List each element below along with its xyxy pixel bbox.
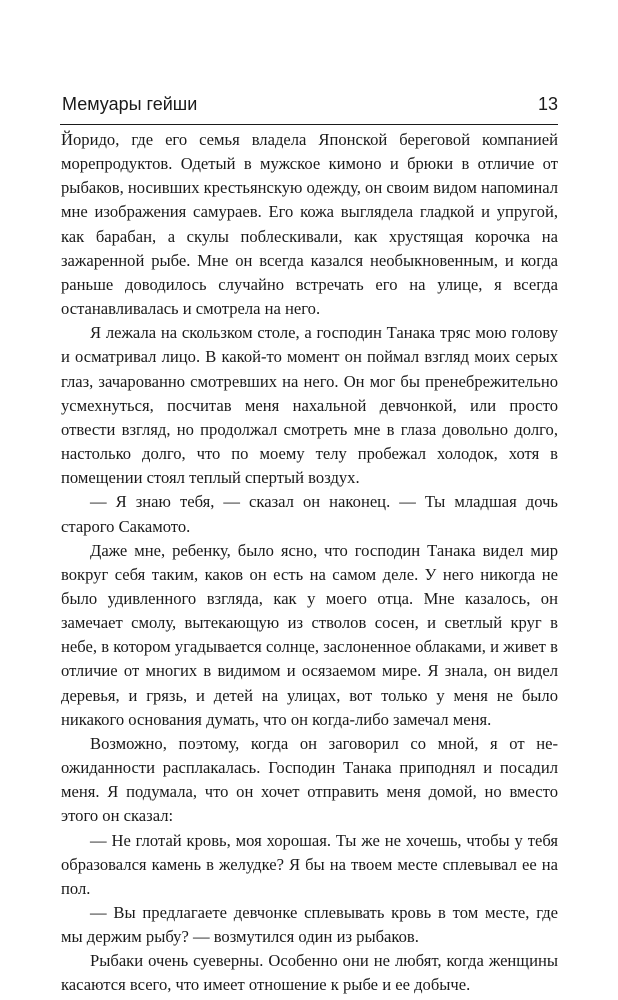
paragraph: Даже мне, ребенку, было ясно, что господин Танака видел мир вокруг себя таким, каков он есть на самом деле. У него никогда не было удивленного взгляда, как у моего отца. Мне казалось, он замечает смолу, вытекающую из стволов сосен, и светлый круг в небе, в котором угадывается солнце, заслоненное облаками, и живет в отличие от многих в видимом и осязаемом мире. Я знала, он видел деревья, и грязь, и детей на улицах, вот только у меня не было никакого основания думать, что он когда-либо замечал меня.	[61, 540, 558, 729]
paragraph: Йоридо, где его семья владела Японской береговой компанией морепродуктов. Одетый в мужское кимоно и брюки в отличие от рыбаков, носивших крестьянскую одежду, он своим видом напоминал мне изображения самураев. Его кожа выглядела гладкой и упругой, как барабан, а скулы поблескивали, как хрустящая корочка на зажаренной рыбе. Мне он всегда казался необыкновенным, и когда раньше доводилось случайно встречать его на улице, я всегда останавливалась и смотрела на него.	[61, 130, 558, 319]
paragraph: Возможно, поэтому, когда он заговорил со мной, я от неожиданности расплакалась. Господин Танака приподнял и посадил меня. Я подумала, что он хочет отправить меня домой, но вместо этого он сказал:	[61, 733, 558, 826]
paragraph: — Вы предлагаете девчонке сплевывать кровь в том месте, где мы держим рыбу? — возмутился один из рыбаков.	[61, 903, 558, 947]
book-title: Мемуары гейши	[62, 94, 198, 114]
running-header	[60, 94, 558, 120]
paragraph: Я лежала на скользком столе, а господин Танака тряс мою голову и осматривал лицо. В какой-то момент он поймал взгляд моих серых глаз, зачарованно смотревших на него. Он мог бы пренебрежительно усмехнуться, посчитав меня нахальной девчонкой, или просто отвести взгляд, но продолжал смотреть мне в глаза довольно долго, настолько долго, что по моему телу пробежал холодок, хотя в помещении стоял теплый спертый воздух.	[61, 323, 558, 488]
body-text	[61, 128, 558, 998]
page-number: 13	[537, 94, 558, 114]
paragraph: Рыбаки очень суеверны. Особенно они не любят, когда женщины касаются всего, что имеет отношение к рыбе и ее добыче.	[61, 951, 558, 995]
paragraph: — Не глотай кровь, моя хорошая. Ты же не хочешь, чтобы у тебя образовался камень в желудке? Я бы на твоем месте сплевывал ее на пол.	[61, 830, 558, 898]
header-rule	[60, 124, 558, 125]
paragraph: — Я знаю тебя, — сказал он наконец. — Ты младшая дочь старого Сакамото.	[61, 492, 558, 536]
